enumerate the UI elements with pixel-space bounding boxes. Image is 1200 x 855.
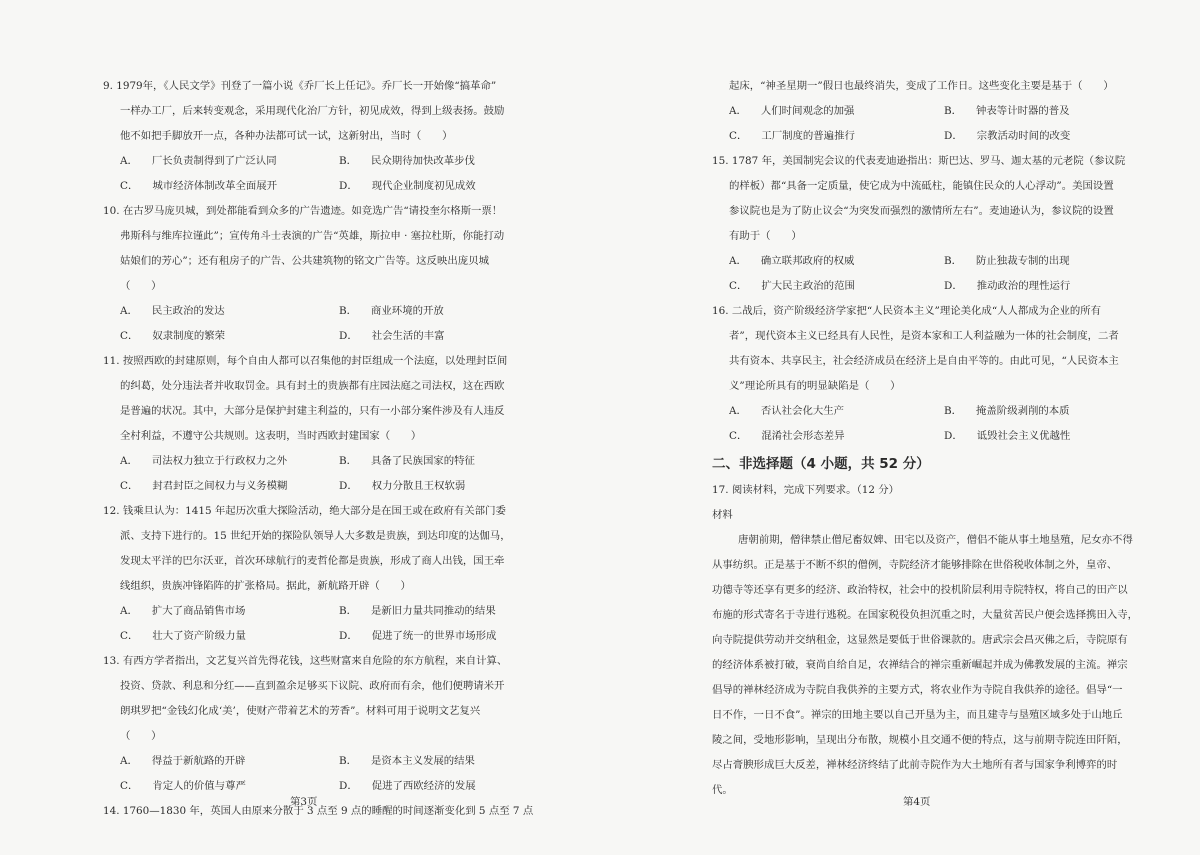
- question-q12-option: [339, 599, 558, 624]
- option-text: 宗教活动时间的改变: [976, 130, 1071, 142]
- question-q11-option: [339, 474, 558, 499]
- question-q13-options: [103, 749, 558, 799]
- question-q9-option: [339, 174, 558, 199]
- question-q10-options: [103, 299, 558, 349]
- question-q11-option: [339, 449, 558, 474]
- option-letter: D．: [339, 180, 358, 192]
- question-q16-option: [944, 424, 1159, 449]
- option-text: 得益于新航路的开辟: [151, 755, 246, 767]
- question-q13-option: [339, 749, 558, 774]
- question-q9-option: [339, 149, 558, 174]
- option-letter: D．: [944, 280, 963, 292]
- option-letter: D．: [944, 430, 963, 442]
- option-text: 促进了西欧经济的发展: [371, 780, 476, 792]
- question-q17-stem: 17. 阅读材料，完成下列要求。（12 分）: [712, 484, 900, 496]
- question-q14-option: [729, 99, 944, 124]
- option-text: 确立联邦政府的权威: [760, 255, 855, 267]
- option-text: 是资本主义发展的结果: [371, 755, 475, 767]
- question-q11-option: [120, 449, 339, 474]
- question-line: 发现太平洋的巴尔沃亚，首次环球航行的麦哲伦都是贵族，形成了商人出钱，国王牵: [120, 555, 505, 567]
- question-q15-option: [944, 249, 1159, 274]
- question-line: 15. 1787 年，美国制宪会议的代表麦迪逊指出：斯巴达、罗马、迦太基的元老院（参议院: [712, 155, 1126, 167]
- question-line: 义”理论所具有的明显缺陷是（ ）: [729, 380, 901, 392]
- question-line: 姑娘们的芳心”；还有租房子的广告、公共建筑物的铭文广告等。这反映出庞贝城: [120, 255, 489, 267]
- option-text: 人们时间观念的加强: [760, 105, 855, 117]
- option-text: 促进了统一的世界市场形成: [371, 630, 497, 642]
- section-title: 二、非选择题（4 小题，共 52 分）: [712, 456, 930, 472]
- question-q10: [103, 199, 558, 349]
- question-line: 有助于（ ）: [729, 230, 802, 242]
- question-line: 派、支持下进行的。15 世纪开始的探险队领导人大多数是贵族，到达印度的达伽马，: [120, 530, 511, 542]
- material-line: 唐朝前期，僧律禁止僧尼畜奴婢、田宅以及资产，僧侣不能从事土地垦殖，尼女亦不得: [738, 534, 1133, 546]
- option-letter: A．: [120, 455, 138, 467]
- question-line: （ ）: [120, 730, 162, 742]
- question-line: 朗琪罗把“金钱幻化成‘美’，使财产带着艺术的芳香”。材料可用于说明文艺复兴: [120, 705, 481, 717]
- question-q12: [103, 499, 558, 649]
- question-line: （ ）: [120, 280, 162, 292]
- option-text: 司法权力独立于行政权力之外: [151, 455, 287, 467]
- question-q12-option: [120, 624, 339, 649]
- question-q16-option: [944, 399, 1159, 424]
- material-line: 倡导的禅林经济成为寺院自我供养的主要方式，将农业作为寺院自我供养的途径。倡导“一: [712, 684, 1123, 696]
- question-line: 参议院也是为了防止议会“为突发而强烈的激情所左右”。麦迪逊认为，参议院的设置: [729, 205, 1114, 217]
- option-letter: C．: [120, 180, 139, 192]
- option-letter: C．: [120, 480, 139, 492]
- question-q13-option: [120, 749, 339, 774]
- option-text: 防止独裁专制的出现: [976, 255, 1070, 267]
- question-line: 14. 1760—1830 年，英国人由原来分散于 3 点至 9 点的睡醒的时间逐渐变化到 5 点至 7 点: [103, 805, 534, 817]
- question-q9-option: [120, 174, 339, 199]
- option-letter: B．: [339, 605, 358, 617]
- option-letter: C．: [120, 780, 139, 792]
- option-text: 奴隶制度的繁荣: [152, 330, 226, 342]
- question-line: 是普遍的状况。其中，大部分是保护封建主利益的，只有一小部分案件涉及有人违反: [120, 405, 505, 417]
- option-text: 诋毁社会主义优越性: [976, 430, 1071, 442]
- page-number-4: 第4页: [903, 796, 931, 808]
- option-text: 权力分散且王权软弱: [371, 480, 466, 492]
- question-q14-options: [712, 99, 1159, 149]
- question-q10-option: [339, 324, 558, 349]
- question-q16: [712, 299, 1159, 449]
- option-text: 推动政治的理性运行: [976, 280, 1071, 292]
- option-letter: A．: [120, 605, 138, 617]
- option-letter: C．: [729, 130, 748, 142]
- question-line: 13. 有西方学者指出，文艺复兴首先得花钱，这些财富来自危险的东方航程，来自计算、: [103, 655, 508, 667]
- option-text: 扩大了商品销售市场: [151, 605, 246, 617]
- option-letter: B．: [944, 405, 963, 417]
- option-letter: B．: [944, 105, 963, 117]
- question-line: 投资、贷款、利息和分红——直到盈余足够买下议院、政府而有余，他们便聘请米开: [120, 680, 505, 692]
- page-number-3: 第3页: [290, 796, 318, 808]
- material-line: 功德寺等还享有更多的经济、政治特权，社会中的投机阶层利用寺院特权，将自己的田产以: [712, 584, 1128, 596]
- question-q13: [103, 649, 558, 799]
- option-letter: A．: [120, 755, 138, 767]
- option-text: 钟表等计时器的普及: [976, 105, 1070, 117]
- option-text: 否认社会化大生产: [760, 405, 845, 417]
- question-q9: [103, 74, 558, 199]
- option-letter: C．: [729, 280, 748, 292]
- question-q14: [103, 799, 558, 824]
- option-letter: B．: [339, 755, 358, 767]
- question-q11-options: [103, 449, 558, 499]
- question-line: 16. 二战后，资产阶级经济学家把“人民资本主义”理论美化成“人人都成为企业的所有: [712, 305, 1102, 317]
- option-text: 现代企业制度初见成效: [371, 180, 476, 192]
- question-q9-option: [120, 149, 339, 174]
- option-letter: D．: [944, 130, 963, 142]
- question-line: 共有资本、共享民主，社会经济成员在经济上是自由平等的。由此可见，“人民资本主: [729, 355, 1119, 367]
- option-text: 肯定人的价值与尊严: [152, 780, 246, 792]
- option-text: 掩盖阶级剥削的本质: [976, 405, 1070, 417]
- option-letter: D．: [339, 330, 358, 342]
- question-q16-option: [729, 424, 944, 449]
- option-letter: D．: [339, 630, 358, 642]
- question-q11: [103, 349, 558, 499]
- option-letter: D．: [339, 780, 358, 792]
- question-q15-options: [712, 249, 1159, 299]
- question-q15-option: [729, 274, 944, 299]
- material-line: 陵之间，受地形影响，呈现出分布散，规模小且交通不便的特点，这与前期寺院连田阡陌，: [712, 734, 1128, 746]
- question-line: 12. 钱乘旦认为：1415 年起历次重大探险活动，绝大部分是在国王或在政府有关部门委: [103, 505, 506, 517]
- question-line: 全村利益，不遵守公共规则。这表明，当时西欧封建国家（ ）: [120, 430, 422, 442]
- option-letter: A．: [729, 255, 747, 267]
- question-q14-continued: [712, 74, 1159, 149]
- option-text: 民主政治的发达: [151, 305, 225, 317]
- question-line: 的样板）都“具备一定质量，使它成为中流砥柱，能镇住民众的人心浮动”。美国设置: [729, 180, 1114, 192]
- material-line: 布施的形式寄名于寺进行逃税。在国家税役负担沉重之时，大量贫苦民户便会选择携田入寺，: [712, 609, 1139, 621]
- option-text: 社会生活的丰富: [371, 330, 445, 342]
- material-line: 从事纺织。正是基于不断不织的僧例，寺院经济才能够排除在世俗税收体制之外，皇帝、: [712, 559, 1118, 571]
- question-q12-option: [120, 599, 339, 624]
- question-q14-option: [944, 124, 1159, 149]
- question-line: 的纠葛，处分违法者并收取罚金。具有封土的贵族都有庄园法庭之司法权，这在西欧: [120, 380, 505, 392]
- question-line: 9. 1979年，《人民文学》刊登了一篇小说《乔厂长上任记》。乔厂长一开始像“搞革命”: [103, 80, 497, 92]
- question-line: 11. 按照西欧的封建原则，每个自由人都可以召集他的封臣组成一个法庭，以处理封臣间: [103, 355, 508, 367]
- question-q9-options: [103, 149, 558, 199]
- option-text: 是新旧力量共同推动的结果: [371, 605, 496, 617]
- page-4: [712, 74, 1159, 803]
- page-3: [103, 74, 558, 824]
- option-letter: A．: [729, 105, 747, 117]
- question-q14-option: [729, 124, 944, 149]
- question-q13-option: [339, 774, 558, 799]
- question-q15: [712, 149, 1159, 299]
- option-text: 民众期待加快改革步伐: [371, 155, 475, 167]
- question-line: 者”，现代资本主义已经具有人民性，是资本家和工人利益融为一体的社会制度，二者: [729, 330, 1119, 342]
- option-letter: A．: [120, 155, 138, 167]
- option-letter: C．: [729, 430, 748, 442]
- material-line: 日不作，一日不食”。禅宗的田地主要以自己开垦为主，而且建寺与垦殖区域多处于山地丘: [712, 709, 1123, 721]
- option-letter: A．: [729, 405, 747, 417]
- question-line: 弗斯科与维库拉谨此”；宣传角斗士表演的广告“英雄，斯拉申 · 塞拉杜斯，你能打动: [120, 230, 505, 242]
- material-line: 向寺院提供劳动并交纳租金，这显然是要低于世俗课款的。唐武宗会昌灭佛之后，寺院原有: [712, 634, 1128, 646]
- material-line: 的经济体系被打破，衰尚自给自足，农禅结合的禅宗重新崛起并成为佛教发展的主流。禅宗: [712, 659, 1128, 671]
- question-line: 一样办工厂，后来转变观念，采用现代化治厂方针，初见成效，得到上级表扬。鼓励: [120, 105, 505, 117]
- option-letter: C．: [120, 630, 139, 642]
- material-line: 代。: [712, 784, 733, 796]
- question-line: 起床，“神圣星期一”假日也最终消失，变成了工作日。这些变化主要是基于（ ）: [729, 80, 1114, 92]
- option-letter: B．: [339, 305, 358, 317]
- option-letter: B．: [944, 255, 963, 267]
- option-letter: B．: [339, 155, 358, 167]
- question-q10-option: [339, 299, 558, 324]
- option-text: 城市经济体制改革全面展开: [152, 180, 278, 192]
- question-q16-option: [729, 399, 944, 424]
- question-q12-options: [103, 599, 558, 649]
- question-line: 他不如把手脚放开一点，各种办法都可试一试，这新射出，当时（ ）: [120, 130, 453, 142]
- question-q12-option: [339, 624, 558, 649]
- option-text: 封君封臣之间权力与义务模糊: [152, 480, 288, 492]
- option-text: 商业环境的开放: [371, 305, 444, 317]
- option-text: 壮大了资产阶级力量: [152, 630, 246, 642]
- material-text: [712, 528, 1159, 803]
- option-letter: A．: [120, 305, 138, 317]
- question-line: 10. 在古罗马庞贝城，到处都能看到众多的广告遗迹。如竞选广告“请投奎尔格斯一票！: [103, 205, 503, 217]
- question-q10-option: [120, 324, 339, 349]
- option-text: 厂长负责制得到了广泛认同: [151, 155, 277, 167]
- question-q15-option: [729, 249, 944, 274]
- question-q14-option: [944, 99, 1159, 124]
- question-q16-options: [712, 399, 1159, 449]
- option-text: 工厂制度的普遍推行: [761, 130, 855, 142]
- option-letter: C．: [120, 330, 139, 342]
- option-text: 混淆社会形态差异: [761, 430, 845, 442]
- option-text: 扩大民主政治的范围: [761, 280, 855, 292]
- material-label: 材料: [712, 509, 733, 521]
- question-q10-option: [120, 299, 339, 324]
- option-text: 具备了民族国家的特征: [371, 455, 475, 467]
- question-line: 线组织，贵族冲锋陷阵的扩张格局。据此，新航路开辟（ ）: [120, 580, 411, 592]
- question-q15-option: [944, 274, 1159, 299]
- option-letter: B．: [339, 455, 358, 467]
- question-q11-option: [120, 474, 339, 499]
- material-line: 尽占膏腴形成巨大反差，禅林经济终结了此前寺院作为大土地所有者与国家争利博弈的时: [712, 759, 1118, 771]
- option-letter: D．: [339, 480, 358, 492]
